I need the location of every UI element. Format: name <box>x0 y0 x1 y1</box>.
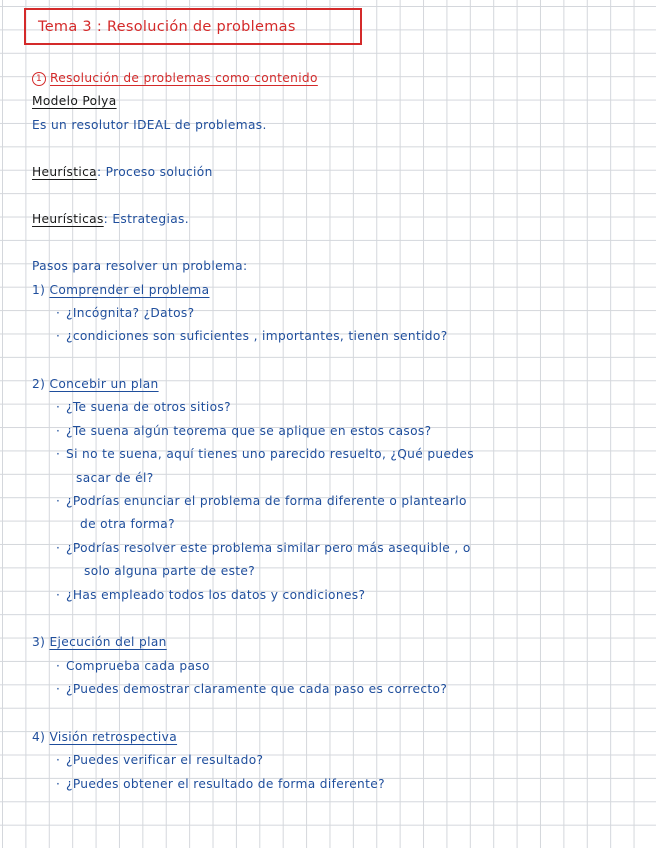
step-number: 1) <box>32 283 46 297</box>
heuristicas-def: : Estrategias. <box>103 212 189 226</box>
bullet-item: · ¿Puedes obtener el resultado de forma diferente? <box>56 777 385 791</box>
step-number: 3) <box>32 635 46 649</box>
heuristica-line <box>32 164 213 180</box>
section-heading-text: Resolución de problemas como contenido <box>50 71 318 85</box>
bullet-text: ¿Te suena de otros sitios? <box>66 400 231 414</box>
bullet-item: · ¿Puedes verificar el resultado? <box>56 753 264 767</box>
page-title <box>24 8 362 45</box>
bullet-text: Si no te suena, aquí tienes uno parecido resuelto, ¿Qué puedes <box>66 447 474 461</box>
bullet-item: · ¿Te suena algún teorema que se aplique en estos casos? <box>56 424 432 438</box>
step-number: 4) <box>32 730 46 744</box>
bullet-item: · ¿Incógnita? ¿Datos? <box>56 306 195 320</box>
bullet-text: ¿Has empleado todos los datos y condiciones? <box>66 588 366 602</box>
bullet-continuation: sacar de él? <box>76 471 154 485</box>
section-heading <box>32 70 318 86</box>
bullet-text: ¿condiciones son suficientes , importantes, tienen sentido? <box>66 329 448 343</box>
steps-intro: Pasos para resolver un problema: <box>32 259 248 273</box>
step-number: 2) <box>32 377 46 391</box>
bullet-item: · ¿Has empleado todos los datos y condiciones? <box>56 588 366 602</box>
bullet-item: · ¿Podrías resolver este problema similar pero más asequible , o <box>56 541 471 555</box>
heuristicas-line <box>32 211 189 227</box>
step-4-heading <box>32 729 177 745</box>
bullet-text: ¿Puedes verificar el resultado? <box>66 753 264 767</box>
section-number-badge: 1 <box>32 72 46 86</box>
step-3-heading <box>32 634 167 650</box>
bullet-text: ¿Puedes demostrar claramente que cada paso es correcto? <box>66 682 448 696</box>
bullet-item: · Si no te suena, aquí tienes uno parecido resuelto, ¿Qué puedes <box>56 447 474 461</box>
heuristica-term: Heurística <box>32 165 97 179</box>
step-1-heading <box>32 282 209 298</box>
heuristicas-term: Heurísticas <box>32 212 104 226</box>
bullet-item: · Comprueba cada paso <box>56 659 210 673</box>
bullet-item: · ¿Puedes demostrar claramente que cada paso es correcto? <box>56 682 448 696</box>
step-heading-text: Visión retrospectiva <box>49 730 178 744</box>
model-heading: Modelo Polya <box>32 94 117 108</box>
step-2-heading <box>32 376 159 392</box>
bullet-text: Comprueba cada paso <box>66 659 210 673</box>
step-heading-text: Concebir un plan <box>49 377 159 391</box>
bullet-text: ¿Puedes obtener el resultado de forma diferente? <box>66 777 385 791</box>
step-heading-text: Ejecución del plan <box>49 635 167 649</box>
bullet-item: · ¿condiciones son suficientes , importantes, tienen sentido? <box>56 329 448 343</box>
bullet-text: ¿Te suena algún teorema que se aplique en estos casos? <box>66 424 432 438</box>
step-heading-text: Comprender el problema <box>49 283 210 297</box>
bullet-continuation: solo alguna parte de este? <box>84 564 256 578</box>
heuristica-def: : Proceso solución <box>96 165 213 179</box>
bullet-item: · ¿Te suena de otros sitios? <box>56 400 231 414</box>
intro-text: Es un resolutor IDEAL de problemas. <box>32 118 267 132</box>
bullet-text: ¿Podrías enunciar el problema de forma diferente o plantearlo <box>66 494 467 508</box>
bullet-text: ¿Podrías resolver este problema similar pero más asequible , o <box>66 541 471 555</box>
bullet-item: · ¿Podrías enunciar el problema de forma diferente o plantearlo <box>56 494 467 508</box>
bullet-continuation: de otra forma? <box>80 517 175 531</box>
page-title-text: Tema 3 : Resolución de problemas <box>38 18 296 35</box>
bullet-text: ¿Incógnita? ¿Datos? <box>66 306 195 320</box>
